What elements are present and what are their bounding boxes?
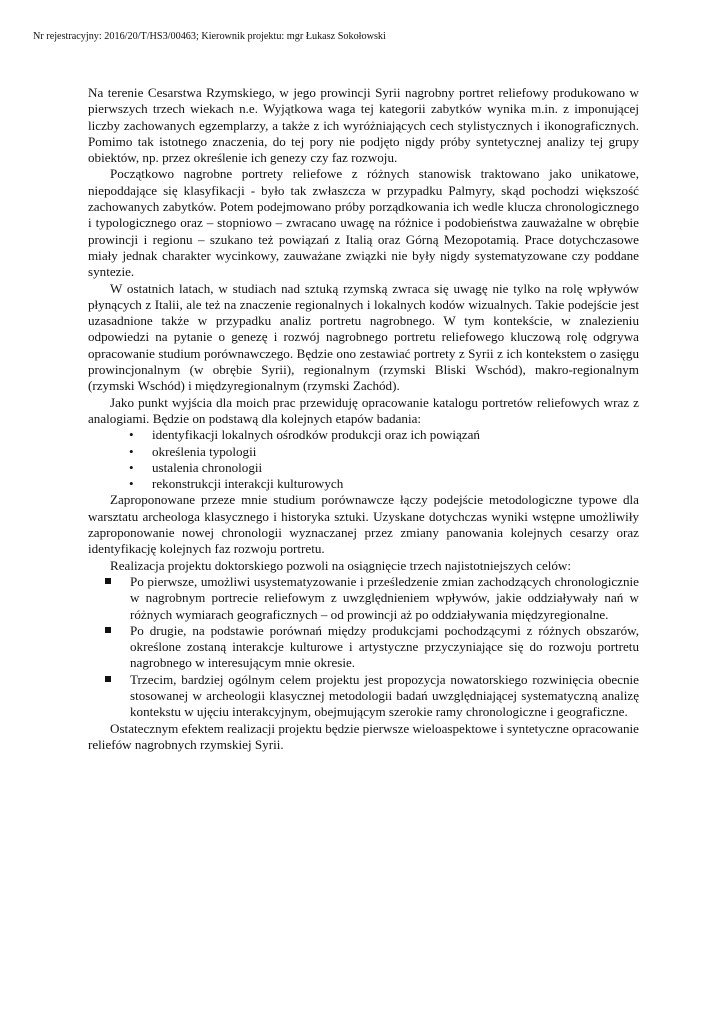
- page-header: Nr rejestracyjny: 2016/20/T/HS3/00463; Kierownik projektu: mgr Łukasz Sokołowski: [33, 31, 386, 42]
- list-item-text: rekonstrukcji interakcji kulturowych: [152, 476, 344, 492]
- list-item-text: Po drugie, na podstawie porównań między produkcjami pochodzącymi z różnych obszarów, określone zostaną interakcje kulturowe i artystyczne przyczyniające się do rozwoju portretu nagrobnego w interesującym mnie okresie.: [130, 622, 639, 671]
- list-item-text: identyfikacji lokalnych ośrodków produkcji oraz ich powiązań: [152, 427, 480, 443]
- square-bullet-icon: [105, 627, 111, 633]
- bullet-icon: •: [129, 443, 134, 459]
- list-item-text: ustalenia chronologii: [152, 459, 263, 475]
- list-item-text: określenia typologii: [152, 443, 257, 459]
- list-item: [129, 459, 639, 476]
- paragraph-goals-intro: Realizacja projektu doktorskiego pozwoli na osiągnięcie trzech najistotniejszych celów:: [110, 557, 572, 573]
- document-body: [88, 85, 639, 753]
- list-item: [130, 574, 639, 623]
- project-goals-list: [88, 574, 639, 721]
- paragraph-methodology: Zaproponowane przeze mnie studium porównawcze łączy podejście metodologiczne typowe dla warsztatu archeologa klasycznego i historyka sztuki. Uzyskane dotychczas wyniki wstępne umożliwiły zaproponowanie nowej chronologii wyznaczanej przez zmiany panowania kolejnych cesarzy oraz identyfikację kolejnych faz rozwoju portretu.: [88, 492, 639, 557]
- paragraph-starting-point: Jako punkt wyjścia dla moich prac przewiduję opracowanie katalogu portretów reliefowych wraz z analogiami. Będzie on podstawą dla kolejnych etapów badania:: [88, 394, 639, 426]
- square-bullet-icon: [105, 578, 111, 584]
- bullet-icon: •: [129, 427, 134, 443]
- paragraph-intro: Na terenie Cesarstwa Rzymskiego, w jego prowincji Syrii nagrobny portret reliefowy produkowano w pierwszych trzech wiekach n.e. Wyjątkowa waga tej kategorii zabytków wynika m.in. z imponującej liczby zachowanych egzemplarzy, a także z ich wyróżniających cech stylistycznych i ikonograficznych. Pomimo tak istotnego znaczenia, do tej pory nie podjęto nigdy próby syntetycznej analizy tej grupy obiektów, np. przez określenie ich genezy czy faz rozwoju.: [88, 85, 639, 166]
- square-bullet-icon: [105, 676, 111, 682]
- list-item: [129, 427, 639, 443]
- paragraph-recent-studies: W ostatnich latach, w studiach nad sztuką rzymską zwraca się uwagę nie tylko na rolę wpływów płynących z Italii, ale też na znaczenie regionalnych i lokalnych kodów wizualnych. Takie podejście jest uzasadnione także w przypadku analiz portretu nagrobnego. W tym kontekście, w znalezieniu odpowiedzi na pytanie o genezę i rozwój nagrobnego portretu reliefowego kluczową rolę odgrywa opracowanie studium porównawczego. Będzie ono zestawiać portrety z Syrii z ich kontekstem o zasięgu prowincjonalnym (w obrębie Syrii), regionalnym (rzymski Bliski Wschód), makro-regionalnym (rzymski Wschód) i międzyregionalnym (rzymski Zachód).: [88, 280, 639, 394]
- bullet-icon: •: [129, 459, 134, 475]
- paragraph-history: Początkowo nagrobne portrety reliefowe z różnych stanowisk traktowano jako unikatowe, niepoddające się klasyfikacji - było tak zwłaszcza w przypadku Palmyry, skąd pochodzi większość zachowanych zabytków. Potem podejmowano próby porządkowania ich wedle klucza chronologicznego i typologicznego oraz – stopniowo – zwracano uwagę na różnice i podobieństwa zauważalne w obrębie prowincji i regionu – szukano też powiązań z Italią oraz Górną Mezopotamią. Prace dotychczasowe miały jednak charakter wycinkowy, zauważane związki nie były nigdy systematyzowane czy poddane syntezie.: [88, 166, 639, 280]
- list-item: [129, 476, 639, 492]
- list-item: [129, 443, 639, 460]
- list-item-text: Po pierwsze, umożliwi usystematyzowanie i prześledzenie zmian zachodzących chronologicznie w nagrobnym portrecie reliefowym z uwzględnieniem wpływów, jakie oddziaływały nań w różnych wymiarach geograficznych – od prowincji aż po oddziaływania międzyregionalne.: [130, 573, 639, 622]
- list-item-text: Trzecim, bardziej ogólnym celem projektu jest propozycja nowatorskiego rozwinięcia obecnie stosowanej w archeologii klasycznej metodologii badań uwzględniającej systematyczną analizę kontekstu w ujęciu interakcyjnym, obejmującym szerokie ramy chronologiczne i geograficzne.: [130, 671, 639, 720]
- research-stages-list: [88, 427, 639, 492]
- list-item: [130, 672, 639, 721]
- bullet-icon: •: [129, 476, 134, 492]
- list-item: [130, 623, 639, 672]
- paragraph-conclusion: Ostatecznym efektem realizacji projektu będzie pierwsze wieloaspektowe i syntetyczne opracowanie reliefów nagrobnych rzymskiej Syrii.: [88, 720, 639, 752]
